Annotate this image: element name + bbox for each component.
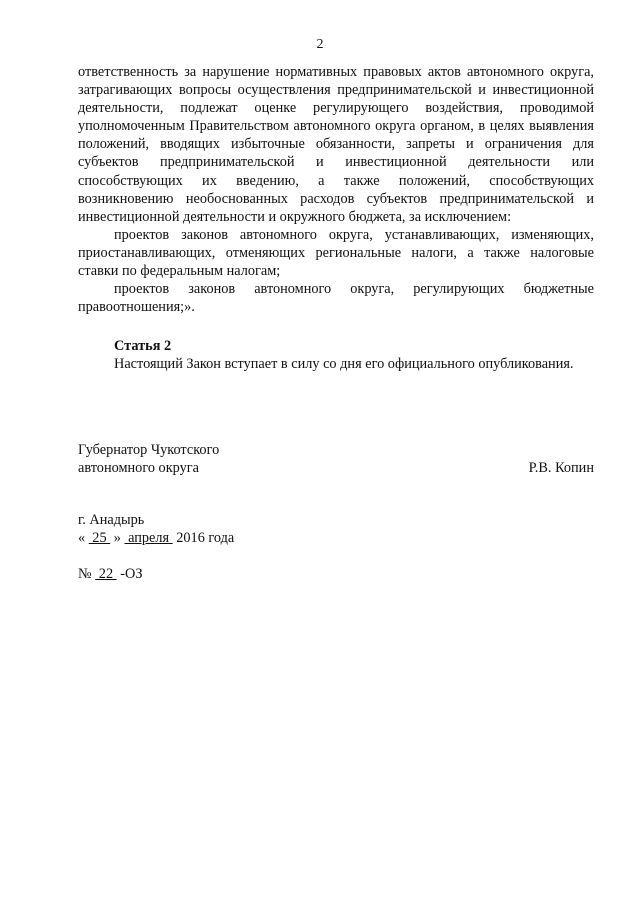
article-heading: Статья 2 [114,338,172,354]
page-number: 2 [316,37,324,52]
place: г. Анадырь [78,512,145,528]
paragraph-exception-tax: проектов законов автономного округа, устанавливающих, изменяющих, приостанавливающих, отменяющих региональные налоги, а также налоговые ставки по федеральным налогам; [78,226,594,280]
paragraph-continuation: ответственность за нарушение нормативных правовых актов автономного округа, затрагивающих вопросы осуществления предпринимательской и инвестиционной деятельности, подлежат оценке регулирующего воздействия, проводимой уполномоченным Правительством автономного округа органом, в целях выявления положений, вводящих избыточные обязанности, запреты и ограничения для субъектов предпринимательской и инвестиционной деятельности или способствующих их введению, а также положений, способствующих возникновению необоснованных расходов субъектов предпринимательской и инвестиционной деятельности и окружного бюджета, за исключением: [78,64,594,225]
date-month: апреля [124,530,173,547]
signer-name: Р.В. Копин [528,460,594,477]
signer-row [78,459,594,477]
law-number-suffix: -ОЗ [120,566,143,582]
paragraph-exception-budget: проектов законов автономного округа, регулирующих бюджетные правоотношения;». [78,281,594,316]
law-number-prefix: № [78,566,92,582]
place-date-block [78,511,378,547]
date-open-quote: « [78,530,86,547]
signer-title-line1: Губернатор Чукотского [78,442,220,458]
date-line [78,529,378,547]
continuation-text [78,63,594,316]
date-year: 2016 года [176,530,235,547]
article-2 [78,337,594,373]
date-day: 25 [88,530,111,547]
article-text: Настоящий Закон вступает в силу со дня его официального опубликования. [114,356,574,373]
law-number-line [78,565,378,583]
law-number-value: 22 [95,566,117,582]
date-close-quote: » [113,530,121,547]
signature-block [78,441,594,477]
signer-title-line2: автономного округа [78,460,199,477]
